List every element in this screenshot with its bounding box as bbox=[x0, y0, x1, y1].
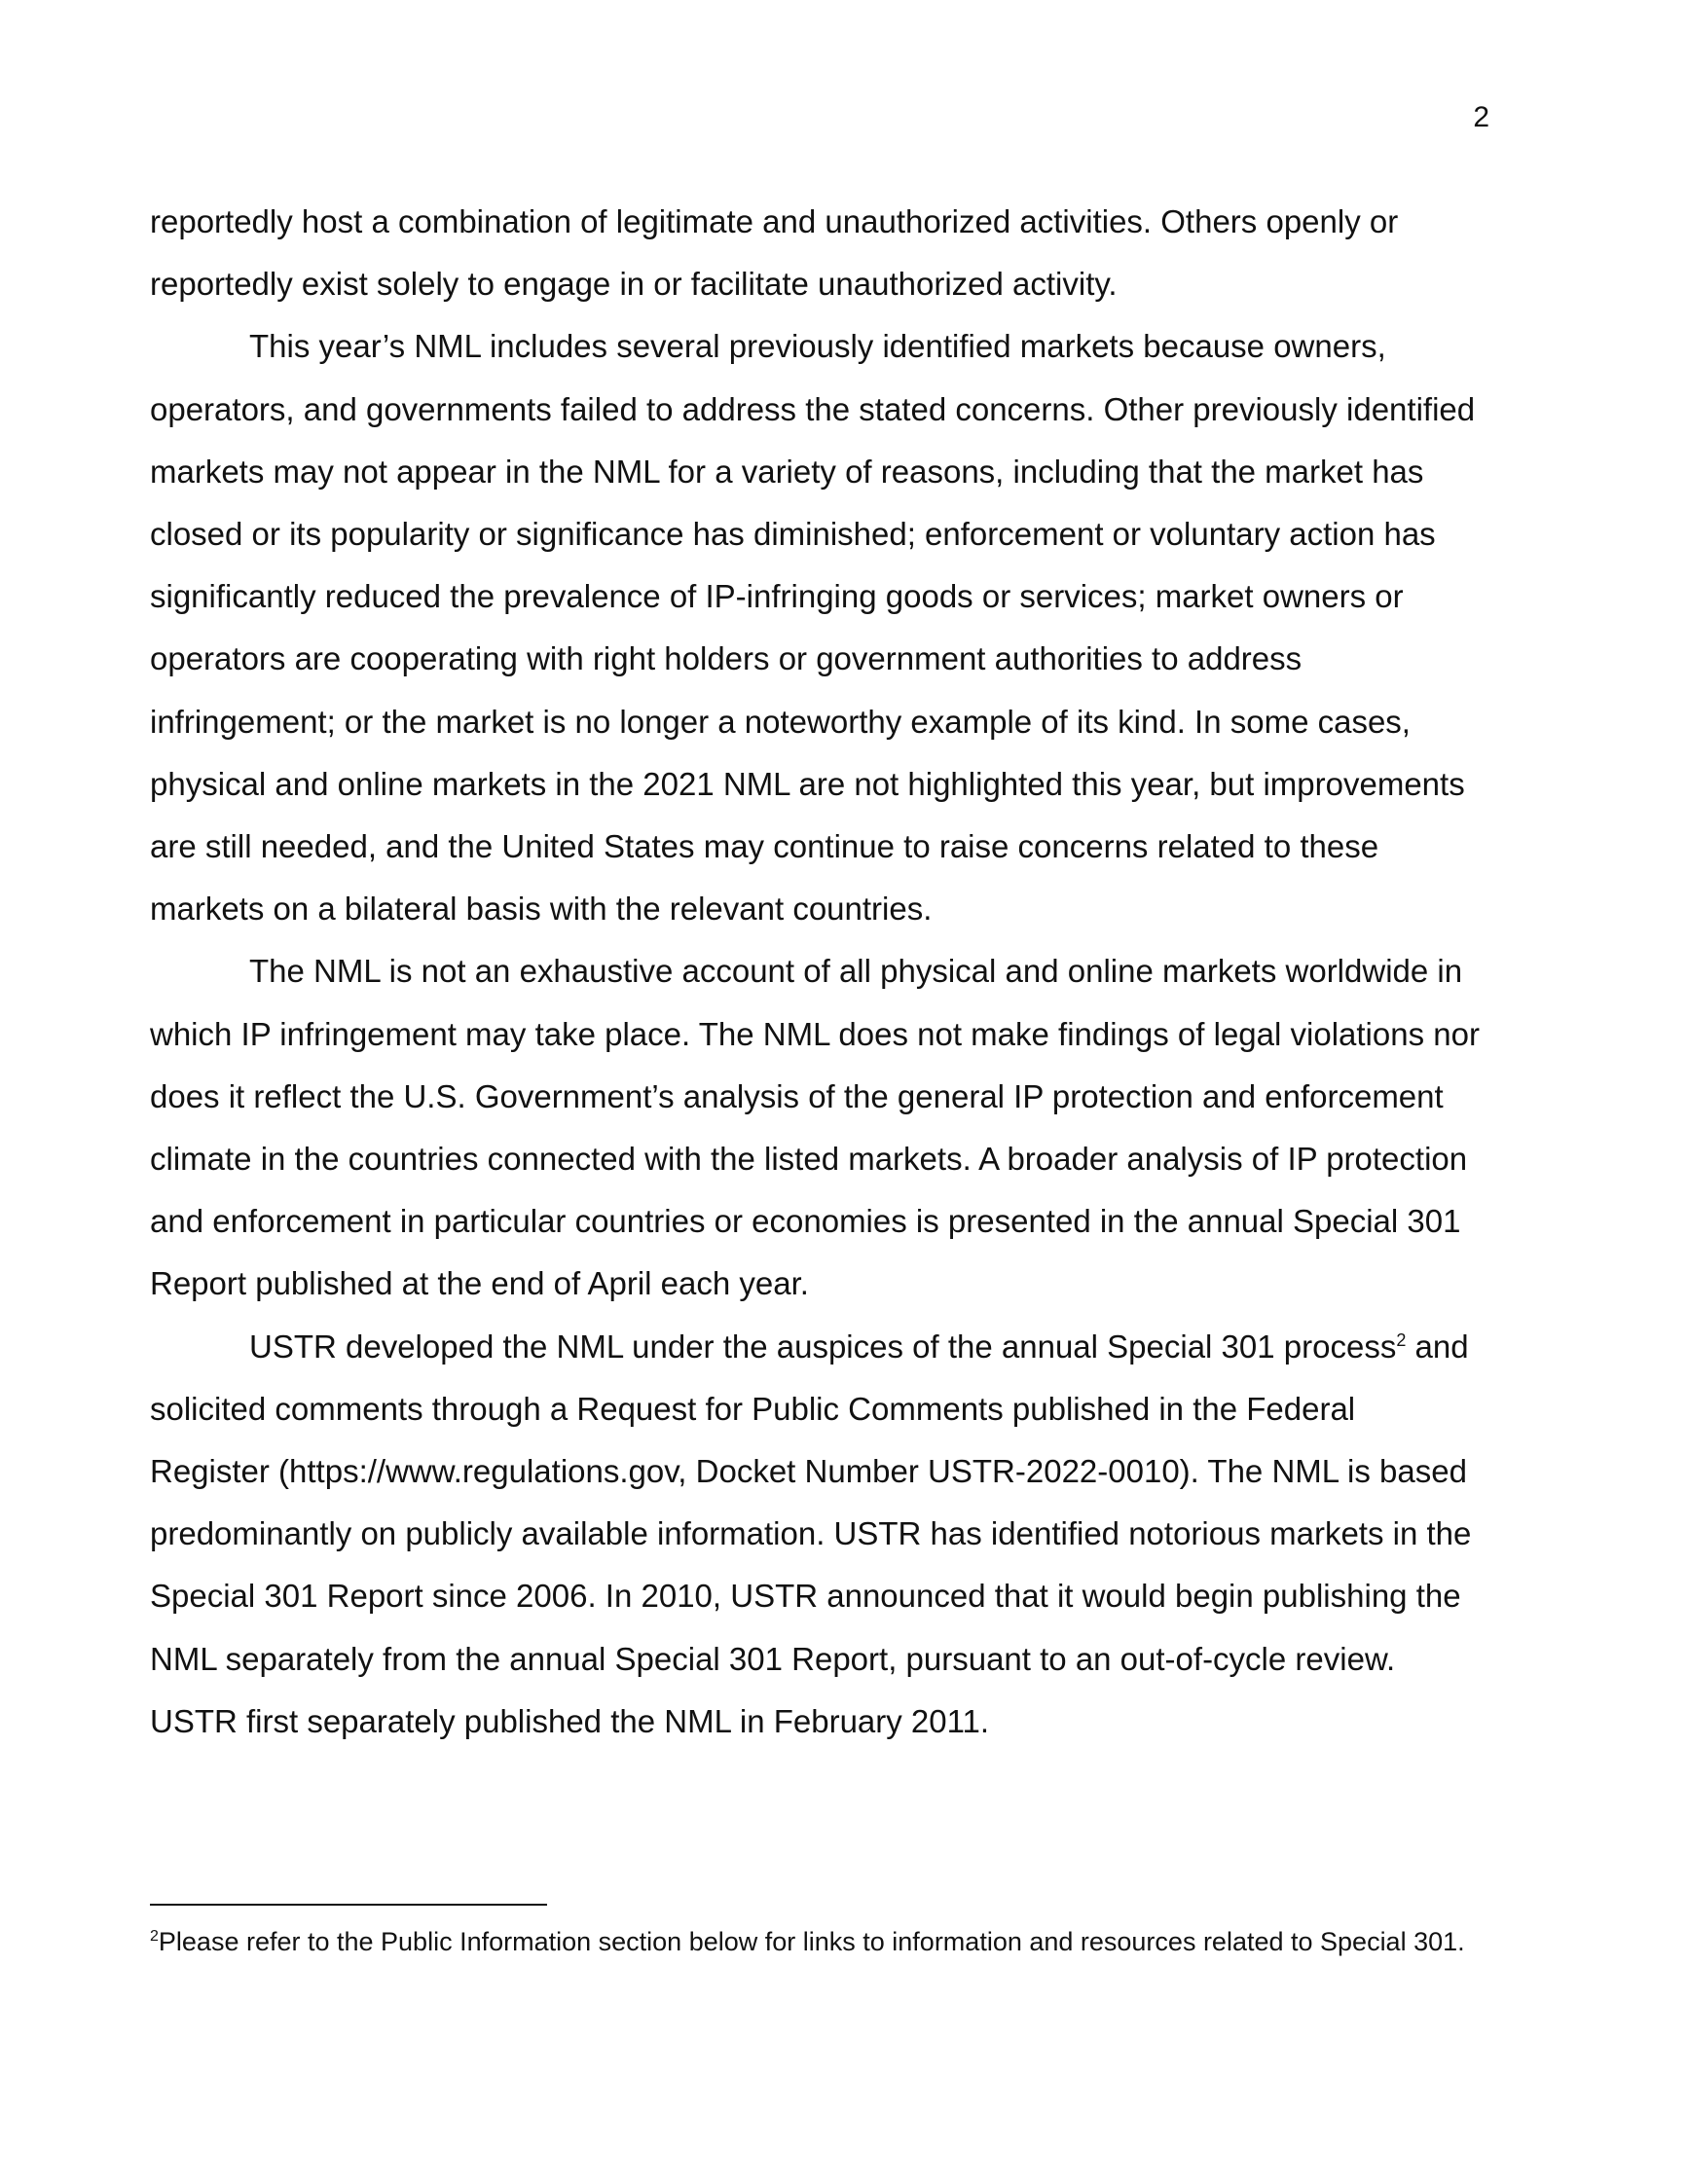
footnote-separator bbox=[150, 1904, 547, 1906]
paragraph-4 bbox=[150, 1316, 1484, 1753]
footnote-reference[interactable]: 2 bbox=[1396, 1329, 1407, 1350]
paragraph-1: reportedly host a combination of legitimate and unauthorized activities. Others openly or reportedly exist solely to engage in or facilitate unauthorized activity. bbox=[150, 203, 1399, 303]
footnote-text: Please refer to the Public Information section below for links to information and resources related to Special 301. bbox=[158, 1927, 1465, 1956]
document-body bbox=[150, 191, 1484, 1753]
paragraph-2: This year’s NML includes several previously identified markets because owners, operators, and governments failed to address the stated concerns. Other previously identified markets may not appear in the NML for a variety of reasons, including that the market has closed or its popularity or significance has diminished; enforcement or voluntary action has significantly reduced the prevalence of IP-infringing goods or services; market owners or operators are cooperating with right holders or government authorities to address infringement; or the market is no longer a noteworthy example of its kind. In some cases, physical and online markets in the 2021 NML are not highlighted this year, but improvements are still needed, and the United States may continue to raise concerns related to these markets on a bilateral basis with the relevant countries. bbox=[150, 328, 1476, 928]
page-number: 2 bbox=[1473, 101, 1489, 133]
footnote-marker: 2 bbox=[150, 1928, 159, 1945]
paragraph-3: The NML is not an exhaustive account of all physical and online markets worldwide in which IP infringement may take place. The NML does not make findings of legal violations nor does it reflect the U.S. Government’s analysis of the general IP protection and enforcement climate in the countries connected with the listed markets. A broader analysis of IP protection and enforcement in particular countries or economies is presented in the annual Special 301 Report published at the end of April each year. bbox=[150, 953, 1480, 1302]
paragraph-4-text-end: and solicited comments through a Request for Public Comments published in the Federal Register (https://www.regulations.gov, Docket Number USTR-2022-0010). The NML is based predominantly on publicly available information. USTR has identified notorious markets in the Special 301 Report since 2006. In 2010, USTR announced that it would begin publishing the NML separately from the annual Special 301 Report, pursuant to an out-of-cycle review. USTR first separately published the NML in February 2011. bbox=[150, 1328, 1472, 1739]
footnote bbox=[150, 1923, 1513, 1960]
paragraph-4-text-start: USTR developed the NML under the auspices of the annual Special 301 process bbox=[249, 1328, 1397, 1365]
